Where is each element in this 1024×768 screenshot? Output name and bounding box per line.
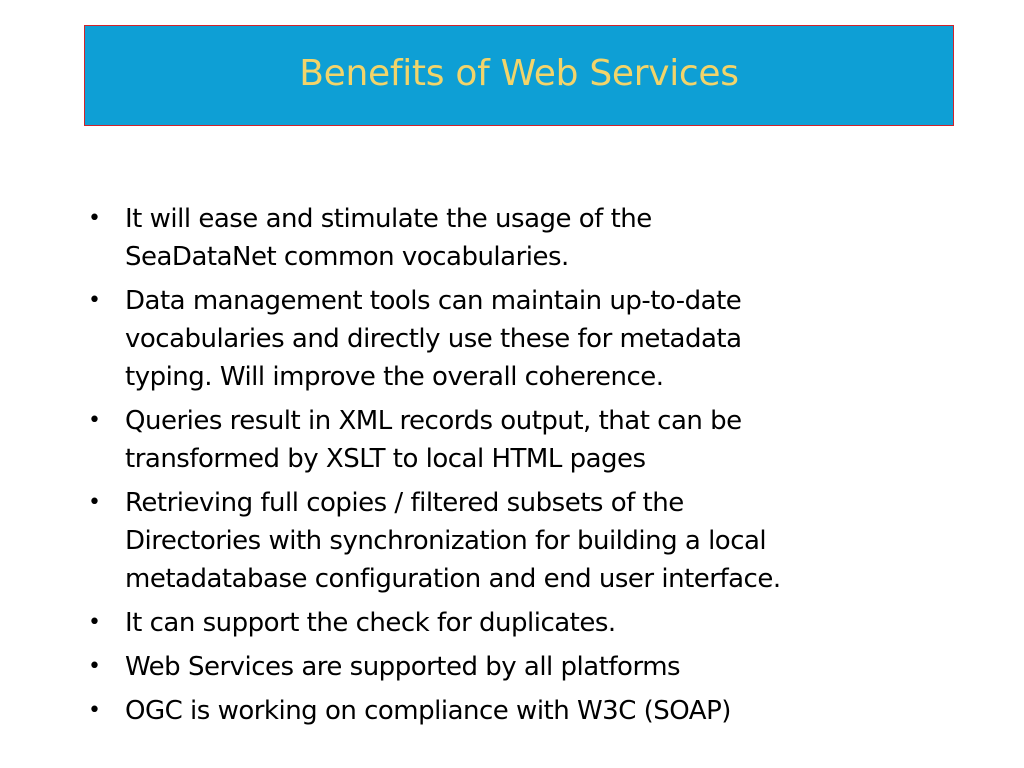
bullet-text: OGC is working on compliance with W3C (SOAP) (125, 696, 731, 726)
bullet-marker: • (88, 490, 101, 515)
list-item (86, 200, 946, 276)
bullet-marker: • (88, 654, 101, 679)
list-item (86, 648, 946, 686)
bullet-list (86, 200, 946, 736)
bullet-text: Data management tools can maintain up-to-date vocabularies and directly use these for metadata typing. Will improve the overall coherence. (125, 286, 742, 392)
bullet-marker: • (88, 698, 101, 723)
list-item (86, 402, 946, 478)
bullet-marker: • (88, 288, 101, 313)
slide-title: Benefits of Web Services (299, 53, 739, 94)
bullet-text: It can support the check for duplicates. (125, 608, 616, 638)
title-banner (84, 25, 954, 126)
bullet-text: It will ease and stimulate the usage of the SeaDataNet common vocabularies. (125, 204, 652, 272)
bullet-marker: • (88, 610, 101, 635)
list-item (86, 484, 946, 598)
list-item (86, 692, 946, 730)
bullet-marker: • (88, 206, 101, 231)
bullet-text: Queries result in XML records output, that can be transformed by XSLT to local HTML pages (125, 406, 742, 474)
list-item (86, 282, 946, 396)
list-item (86, 604, 946, 642)
bullet-marker: • (88, 408, 101, 433)
bullet-text: Web Services are supported by all platforms (125, 652, 681, 682)
bullet-text: Retrieving full copies / filtered subsets of the Directories with synchronization for building a local metadatabase configuration and end user interface. (125, 488, 781, 594)
